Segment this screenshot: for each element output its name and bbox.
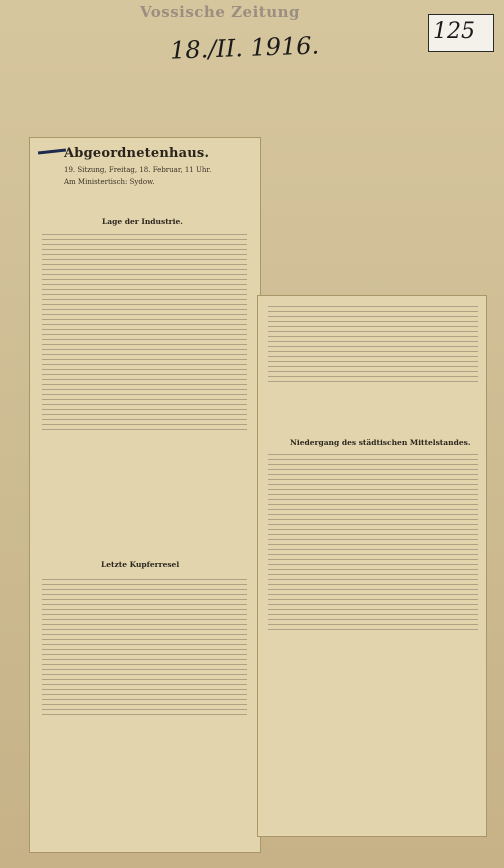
left-column-text — [42, 230, 247, 434]
heading-industry: Lage der Industrie. — [102, 217, 183, 226]
page-number-box — [428, 14, 494, 52]
minister-line: Am Ministertisch: Sydow. — [64, 178, 155, 186]
right-column-text — [268, 302, 478, 386]
heading-copper: Letzte Kupferresel — [101, 560, 180, 569]
left-column-text-2 — [42, 575, 247, 719]
right-column-text-2 — [268, 450, 478, 634]
heading-middle-class: Niedergang des städtischen Mittelstandes. — [290, 438, 471, 447]
session-line: 19. Sitzung, Freitag, 18. Februar, 11 Uhr. — [64, 166, 212, 174]
newspaper-masthead: Vossische Zeitung — [139, 3, 301, 21]
handwritten-date: 18./II. 1916. — [169, 31, 320, 65]
article-title: Abgeordnetenhaus. — [64, 146, 210, 161]
page-number: 125 — [433, 19, 475, 44]
